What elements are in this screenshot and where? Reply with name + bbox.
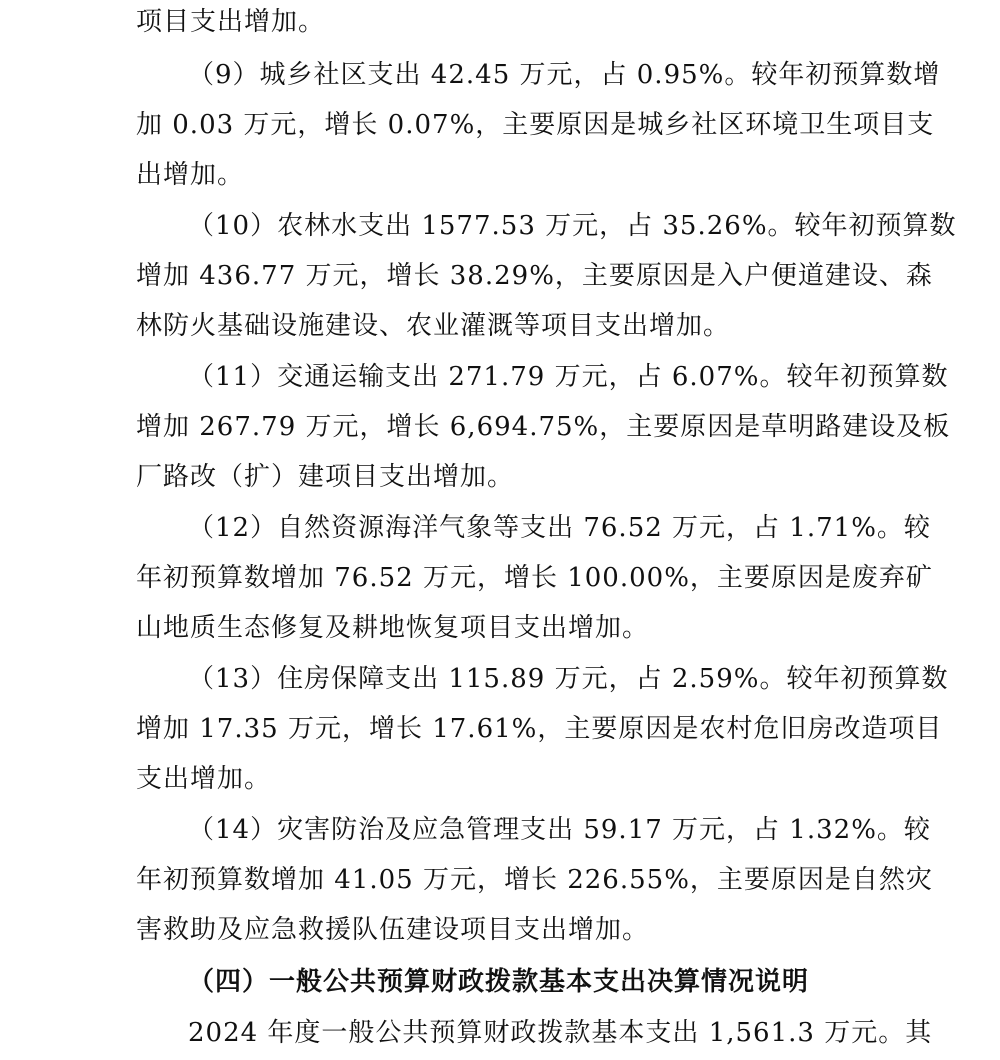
text-line: 出增加。 [136,160,245,190]
text-line: （12）自然资源海洋气象等支出 76.52 万元，占 1.71%。较 [188,513,931,543]
text-line: 山地质生态修复及耕地恢复项目支出增加。 [136,613,650,643]
text-line: （10）农林水支出 1577.53 万元，占 35.26%。较年初预算数 [188,211,957,241]
text-line: （9）城乡社区支出 42.45 万元，占 0.95%。较年初预算数增 [188,60,941,90]
text-line: 支出增加。 [136,764,272,794]
text-line: 林防火基础设施建设、农业灌溉等项目支出增加。 [136,311,731,341]
text-line: 增加 267.79 万元，增长 6,694.75%，主要原因是草明路建设及板 [136,412,951,442]
text-line: 增加 17.35 万元，增长 17.61%，主要原因是农村危旧房改造项目 [136,714,943,744]
text-line: （14）灾害防治及应急管理支出 59.17 万元，占 1.32%。较 [188,815,931,845]
section-heading: （四）一般公共预算财政拨款基本支出决算情况说明 [188,967,810,997]
text-line: 年初预算数增加 76.52 万元，增长 100.00%，主要原因是废弃矿 [136,563,933,593]
text-line: 项目支出增加。 [136,7,326,37]
text-line: （11）交通运输支出 271.79 万元，占 6.07%。较年初预算数 [188,362,949,392]
text-line: 2024 年度一般公共预算财政拨款基本支出 1,561.3 万元。其 [188,1018,933,1048]
text-line: 增加 436.77 万元，增长 38.29%，主要原因是入户便道建设、森 [136,261,933,291]
text-line: 厂路改（扩）建项目支出增加。 [136,462,515,492]
text-line: 害救助及应急救援队伍建设项目支出增加。 [136,915,650,945]
text-line: 加 0.03 万元，增长 0.07%，主要原因是城乡社区环境卫生项目支 [136,110,935,140]
text-line: 年初预算数增加 41.05 万元，增长 226.55%，主要原因是自然灾 [136,865,933,895]
text-line: （13）住房保障支出 115.89 万元，占 2.59%。较年初预算数 [188,664,949,694]
